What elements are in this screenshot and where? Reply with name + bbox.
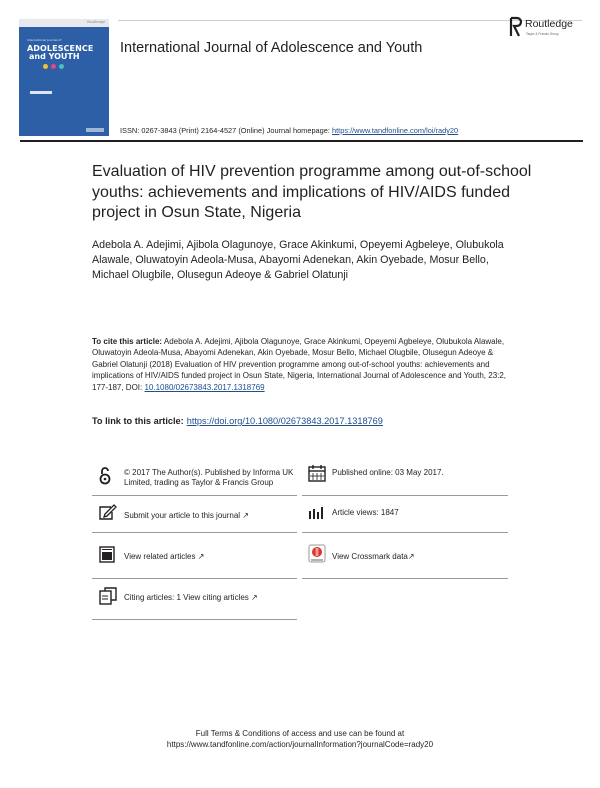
info-divider	[302, 495, 508, 496]
journal-cover	[19, 19, 109, 136]
footer	[0, 728, 600, 750]
routledge-logo-icon	[509, 16, 523, 38]
related-articles-link[interactable]	[124, 552, 204, 562]
citing-articles-link[interactable]	[124, 593, 258, 603]
article-title: Evaluation of HIV prevention programme among out-of-school youths: achievements and implications of HIV/AIDS funded project in Osun State, Nigeria	[92, 163, 532, 221]
cover-dot-pink	[51, 64, 56, 69]
open-access-icon	[99, 466, 111, 486]
submit-article-label: Submit your article to this journal	[124, 511, 241, 520]
related-articles-icon	[99, 546, 115, 563]
info-divider	[302, 578, 508, 579]
header-bottom-rule	[20, 140, 583, 142]
submit-article-link[interactable]	[124, 511, 249, 521]
external-link-icon: ↗	[251, 593, 258, 602]
cover-dot-yellow	[43, 64, 48, 69]
bar-chart-icon	[308, 506, 326, 519]
cover-label-bar	[30, 91, 52, 94]
info-divider	[92, 578, 297, 579]
citation-doi-link[interactable]: 10.1080/02673843.2017.1318769	[144, 382, 265, 392]
journal-homepage-link[interactable]: https://www.tandfonline.com/loi/rady20	[332, 126, 459, 135]
publisher-name: Routledge	[525, 18, 573, 30]
crossmark-icon	[308, 544, 326, 564]
issn-line	[120, 126, 458, 135]
external-link-icon: ↗	[242, 511, 249, 520]
related-articles-label: View related articles	[124, 552, 196, 561]
calendar-icon	[308, 464, 326, 482]
crossmark-link[interactable]	[332, 552, 415, 562]
article-doi-url[interactable]: https://doi.org/10.1080/02673843.2017.1318769	[186, 416, 383, 426]
open-access-statement: © 2017 The Author(s). Published by Informa UK Limited, trading as Taylor & Francis Group	[124, 468, 294, 487]
footer-terms-link[interactable]: https://www.tandfonline.com/action/journalInformation?journalCode=rady20	[166, 740, 434, 749]
footer-terms-text: Full Terms & Conditions of access and use can be found at	[195, 729, 405, 738]
info-divider	[92, 532, 297, 533]
publisher-subtitle: Taylor & Francis Group	[526, 32, 559, 36]
edit-icon	[99, 504, 117, 520]
external-link-icon: ↗	[197, 552, 205, 561]
cover-title-line1: ADOLESCENCE	[27, 44, 94, 53]
citation-text: Adebola A. Adejimi, Ajibola Olagunoye, Grace Akinkumi, Opeyemi Agbeleye, Olubukola Alawale, Oluwatoyin Adeola-Musa, Abayomi Adenekan, Akin Oyebade, Mosur Bello, Michael Olugbile, Olusegun Adeoye & Gabriel Olatunji (2018) Evaluation of HIV prevention programme among out-of-school youths: achievements and implications of HIV/AIDS funded project in Osun State, Nigeria, International Journal of Adolescence and Youth, 23:2, 177-187, DOI:	[92, 337, 507, 392]
citing-articles-icon	[99, 587, 117, 605]
cover-dot-teal	[59, 64, 64, 69]
cover-publisher-mark	[86, 128, 104, 132]
citation-block	[92, 336, 517, 393]
cover-small-text: International Journal of	[27, 38, 62, 42]
citation-label: To cite this article:	[92, 337, 163, 346]
cover-top-text: Routledge	[87, 20, 105, 24]
cover-title-line2: and YOUTH	[29, 52, 80, 61]
issn-text: ISSN: 0267-3843 (Print) 2164-4527 (Online) Journal homepage:	[120, 126, 330, 135]
journal-title: International Journal of Adolescence and Youth	[120, 40, 423, 56]
crossmark-label: View Crossmark data	[332, 552, 408, 561]
info-divider	[92, 495, 297, 496]
article-authors: Adebola A. Adejimi, Ajibola Olagunoye, Grace Akinkumi, Opeyemi Agbeleye, Olubukola Alawale, Oluwatoyin Adeola-Musa, Abayomi Adenekan, Akin Oyebade, Mosur Bello, Michael Olugbile, Olusegun Adeoye & Gabriel Olatunji	[92, 239, 504, 281]
external-link-icon: ↗	[407, 552, 415, 561]
published-online-date: Published online: 03 May 2017.	[332, 468, 444, 477]
info-divider	[92, 619, 297, 620]
article-link-line	[92, 416, 522, 426]
cover-dots	[43, 64, 64, 69]
article-views: Article views: 1847	[332, 508, 399, 517]
article-link-label: To link to this article:	[92, 416, 184, 426]
info-divider	[302, 532, 508, 533]
citing-articles-label: Citing articles: 1 View citing articles	[124, 593, 249, 602]
